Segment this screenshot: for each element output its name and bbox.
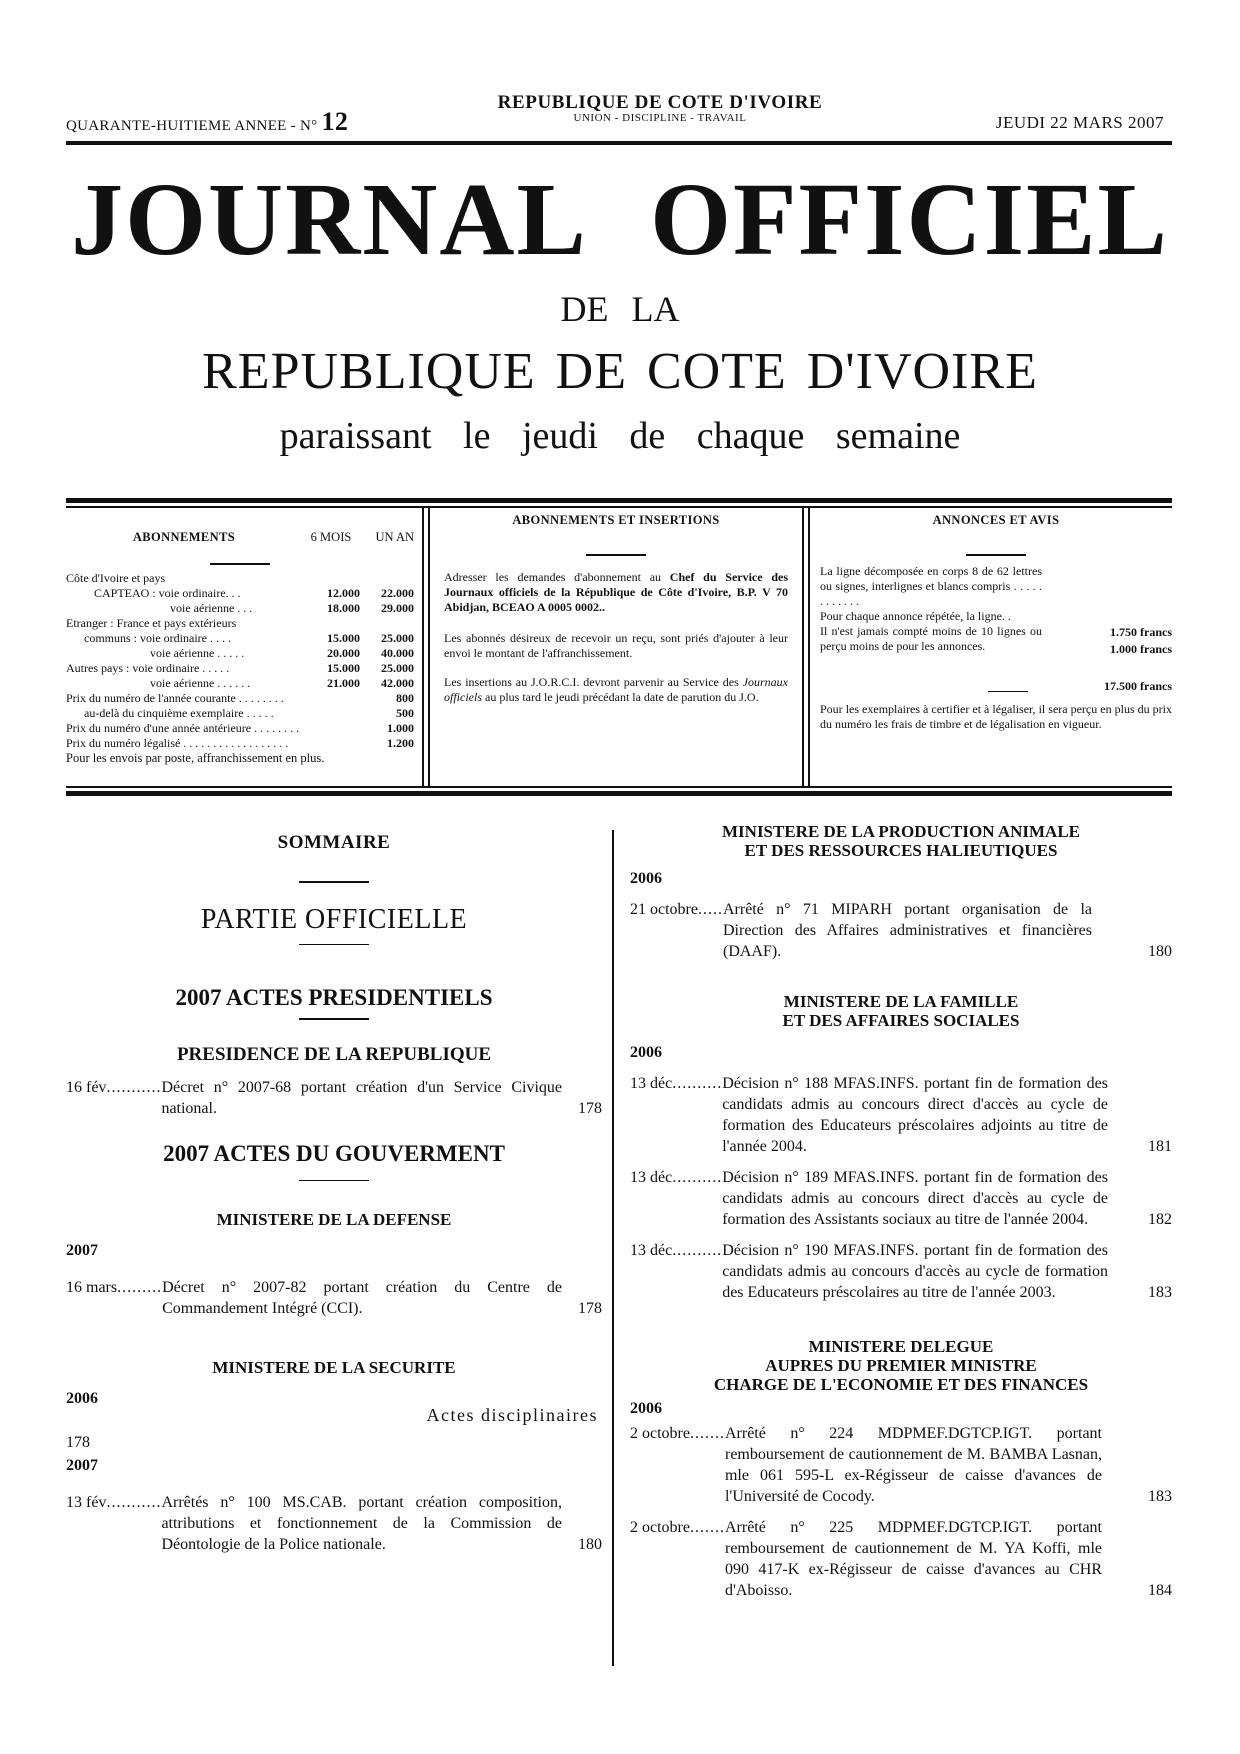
toc-entry: 13 fév ........... Arrêtés n° 100 MS.CAB. portant création composition, attributions et fonctionnement de la Commission de Déontologie de la Police nationale. 180 [66, 1494, 602, 1553]
issue-date: JEUDI 22 MARS 2007 [995, 113, 1164, 132]
year: 2007 [66, 1457, 98, 1474]
actes-gouvernement-title: 2007 ACTES DU GOUVERMENT [163, 1140, 505, 1166]
insertions-p2: Les abonnés désireux de recevoir un reçu, sont priés d'ajouter à leur envoi le montant de l'affranchissement. [444, 630, 788, 660]
annonces-block [820, 513, 1172, 732]
sommaire-title: SOMMAIRE [277, 832, 391, 853]
box-divider-1b [428, 508, 430, 786]
rule [299, 1180, 369, 1182]
price-row: Prix du numéro de l'année courante . . . . . . . . 800 [66, 690, 414, 705]
securite-title: MINISTERE DE LA SECURITE [212, 1358, 456, 1377]
toc-entry: 13 déc .......... Décision n° 189 MFAS.INFS. portant fin de formation des candidats admis au concours direct d'accès au cycle de formation des Assistants sociaux au titre de l'année 2004. 182 [630, 1169, 1172, 1228]
year: 2006 [630, 1400, 662, 1417]
entry-date: 13 déc [630, 1075, 673, 1092]
actes-disciplinaires: Actes disciplinaires [426, 1405, 598, 1425]
left-column [66, 832, 602, 1555]
year: 2006 [630, 870, 662, 887]
journal-title: JOURNAL OFFICIEL [71, 162, 1169, 277]
box-divider-1 [422, 508, 424, 786]
box-top-rule-thin [66, 506, 1172, 508]
box-divider-2 [802, 508, 804, 786]
entry-text: Décision n° 190 MFAS.INFS. portant fin de formation des candidats admis au concours d'accès au cycle de formation des Educateurs préscolaires au titre de l'année 2003. [722, 1242, 1108, 1301]
entry-text: Arrêté n° 224 MDPMEF.DGTCP.IGT. portant remboursement de cautionnement de M. BAMBA Lasnan, mle 061 595-L ex-Régisseur de caisse d'avances de l'Université de Cocody. [724, 1425, 1102, 1505]
republic-motto: UNION - DISCIPLINE - TRAVAIL [573, 112, 747, 124]
entry-date: 21 octobre [630, 901, 698, 918]
annonces-price-2: 1.000 francs [1110, 641, 1172, 656]
entry-text: Décret n° 2007-68 portant création d'un Service Civique national. [161, 1078, 562, 1117]
year: 2006 [66, 1390, 98, 1407]
edition-label: QUARANTE-HUITIEME ANNEE - N° [66, 118, 318, 134]
box-divider-2b [808, 508, 810, 786]
republic-header [470, 92, 850, 124]
toc-entry: 13 déc .......... Décision n° 188 MFAS.INFS. portant fin de formation des candidats admis au concours direct d'accès au cycle de formation des Educateurs préscolaires adjoints au titre de l'année 2004. 181 [630, 1075, 1172, 1155]
annonces-l3: Il n'est jamais compté moins de 10 lignes ou perçu moins de pour les annonces. [820, 623, 1042, 653]
annonces-heading: ANNONCES ET AVIS [932, 513, 1060, 527]
toc-entry: 21 octobre ..... Arrêté n° 71 MIPARH portant organisation de la Direction des Affaires administratives et financières (DAAF). 180 [630, 901, 1172, 960]
entry-date: 16 mars [66, 1279, 118, 1296]
entry-text: Arrêté n° 71 MIPARH portant organisation de la Direction des Affaires administratives et financières (DAAF). [722, 901, 1092, 960]
toc-entry: 16 fév ........... Décret n° 2007-68 portant création d'un Service Civique national. 178 [66, 1078, 602, 1117]
issue-number: 12 [321, 107, 349, 136]
entry-date: 13 déc [630, 1169, 673, 1186]
sub-footer: Pour les envois par poste, affranchissement en plus. [66, 750, 325, 765]
toc-entry: 16 mars ......... Décret n° 2007-82 portant création du Centre de Commandement Intégré (CCI). 178 [66, 1279, 602, 1317]
subscriptions-heading: ABONNEMENTS [132, 530, 236, 544]
annonces-footer: Pour les exemplaires à certifier et à légaliser, il sera perçu en plus du prix du numéro les frais de timbre et de légalisation en vigueur. [820, 702, 1172, 731]
entry-page: 180 [1148, 943, 1172, 960]
annonces-price-1: 1.750 francs [1110, 624, 1172, 639]
entry-date: 2 octobre [630, 1425, 690, 1442]
annonces-l2: Pour chaque annonce répétée, la ligne. . [820, 608, 1011, 623]
toc-entry: 13 déc .......... Décision n° 190 MFAS.INFS. portant fin de formation des candidats admis au concours d'accès au cycle de formation des Educateurs préscolaires au titre de l'année 2003. 183 [630, 1242, 1172, 1301]
year: 2007 [66, 1242, 98, 1259]
entry-page: 178 [578, 1300, 602, 1317]
entry-text: Décision n° 188 MFAS.INFS. portant fin de formation des candidats admis au concours direct d'accès au cycle de formation des Educateurs préscolaires adjoints au titre de l'année 2004. [722, 1075, 1108, 1155]
rate-row: voie aérienne . . . 18.000 29.000 [170, 600, 414, 615]
rate-row: Autres pays : voie ordinaire . . . . . 15.000 25.000 [66, 660, 414, 675]
column-divider [612, 830, 614, 1666]
price-row: Prix du numéro légalisé . . . . . . . . . . . . . . . . . . 1.200 [66, 735, 414, 750]
rule [299, 1018, 369, 1020]
rate-row: CAPTEAO : voie ordinaire. . . 12.000 22.000 [94, 585, 414, 600]
toc-entry: 2 octobre ....... Arrêté n° 225 MDPMEF.DGTCP.IGT. portant remboursement de cautionnement de M. YA Koffi, mle 090 417-K ex-Régisseur de caisse d'avances au CHR d'Aboisso. 184 [630, 1519, 1172, 1599]
rule [299, 881, 369, 883]
right-column [630, 822, 1172, 1601]
col-6mois: 6 MOIS [310, 530, 352, 544]
ins-rule [586, 554, 646, 556]
ministry-title: MINISTERE DE LA FAMILLE ET DES AFFAIRES SOCIALES [782, 992, 1020, 1030]
republic-name: REPUBLIQUE DE COTE D'IVOIRE [497, 92, 823, 113]
entry-date: 2 octobre [630, 1519, 690, 1536]
box-bottom-rule-thin [66, 786, 1172, 788]
title-tagline: paraissant le jeudi de chaque semaine [279, 415, 961, 457]
entry-text: Décision n° 189 MFAS.INFS. portant fin de formation des candidats admis au concours direct d'accès au cycle de formation des Assistants sociaux au titre de l'année 2004. [722, 1169, 1108, 1228]
presidence-title: PRESIDENCE DE LA REPUBLIQUE [176, 1043, 492, 1065]
edition-number [66, 107, 348, 137]
entry-date: 13 fév [66, 1494, 107, 1511]
year: 2006 [630, 1044, 662, 1061]
entry-page: 184 [1148, 1582, 1172, 1599]
entry-page: 178 [578, 1099, 602, 1117]
entry-date: 16 fév [66, 1078, 107, 1096]
price-row: Prix du numéro d'une année antérieure . . . . . . . . 1.000 [66, 720, 414, 735]
actes-presidentiels-title: 2007 ACTES PRESIDENTIELS [175, 985, 493, 1010]
ann-rule [966, 554, 1026, 556]
header-rule [66, 141, 1172, 145]
insertions-heading: ABONNEMENTS ET INSERTIONS [512, 513, 720, 527]
page-ref: 178 [66, 1434, 90, 1451]
entry-page: 181 [1148, 1138, 1172, 1155]
ministry-title: MINISTERE DELEGUE AUPRES DU PREMIER MINISTRE CHARGE DE L'ECONOMIE ET DES FINANCES [713, 1337, 1089, 1394]
rate-row: communs : voie ordinaire . . . . 15.000 25.000 [84, 630, 414, 645]
entry-page: 183 [1148, 1284, 1172, 1301]
col-unan: UN AN [375, 530, 414, 544]
sub-rule [210, 563, 270, 565]
title-de-la: DE LA [560, 289, 680, 329]
entry-text: Arrêtés n° 100 MS.CAB. portant création composition, attributions et fonctionnement de la Commission de Déontologie de la Police nationale. [161, 1494, 562, 1553]
box-bottom-rule [66, 791, 1172, 796]
sub-line1: Côte d'Ivoire et pays [66, 570, 166, 585]
annonces-l1: La ligne décomposée en corps 8 de 62 lettres ou signes, interlignes et blancs compris . . . . . . . . . . . . [820, 563, 1042, 608]
rule [299, 944, 369, 946]
insertions-p3: Les insertions au J.O.R.C.I. devront parvenir au Service des Journaux officiels au plus tard le jeudi précédant la date de parution du J.O. [444, 674, 788, 704]
partie-officielle: PARTIE OFFICIELLE [200, 903, 468, 935]
rate-row: Etranger : France et pays extérieurs [66, 615, 237, 630]
entry-date: 13 déc [630, 1242, 673, 1259]
title-republic: REPUBLIQUE DE COTE D'IVOIRE [202, 343, 1038, 400]
rate-row: voie aérienne . . . . . 20.000 40.000 [150, 645, 414, 660]
entry-page: 180 [578, 1536, 602, 1553]
defense-title: MINISTERE DE LA DEFENSE [216, 1210, 452, 1229]
toc-entry: 2 octobre ....... Arrêté n° 224 MDPMEF.DGTCP.IGT. portant remboursement de cautionnement de M. BAMBA Lasnan, mle 061 595-L ex-Régisseur de caisse d'avances de l'Université de Cocody. 183 [630, 1425, 1172, 1505]
entry-page: 183 [1148, 1488, 1172, 1505]
entry-text: Décret n° 2007-82 portant création du Centre de Commandement Intégré (CCI). [162, 1279, 562, 1317]
entry-text: Arrêté n° 225 MDPMEF.DGTCP.IGT. portant remboursement de cautionnement de M. YA Koffi, mle 090 417-K ex-Régisseur de caisse d'avances au CHR d'Aboisso. [724, 1519, 1102, 1599]
subscriptions-block [66, 530, 414, 766]
price-row: au-delà du cinquième exemplaire . . . . . 500 [84, 705, 414, 720]
annonces-price-3: 17.500 francs [1104, 678, 1172, 693]
entry-page: 182 [1148, 1211, 1172, 1228]
insertions-p1: Adresser les demandes d'abonnement au Chef du Service des Journaux officiels de la République de Côte d'Ivoire, B.P. V 70 Abidjan, BCEAO A 0005 0002.. [444, 569, 788, 614]
ministry-title: MINISTERE DE LA PRODUCTION ANIMALE ET DES RESSOURCES HALIEUTIQUES [722, 822, 1080, 860]
rate-row: voie aérienne . . . . . . 21.000 42.000 [150, 675, 414, 690]
insertions-block [444, 513, 788, 705]
box-top-rule [66, 498, 1172, 503]
